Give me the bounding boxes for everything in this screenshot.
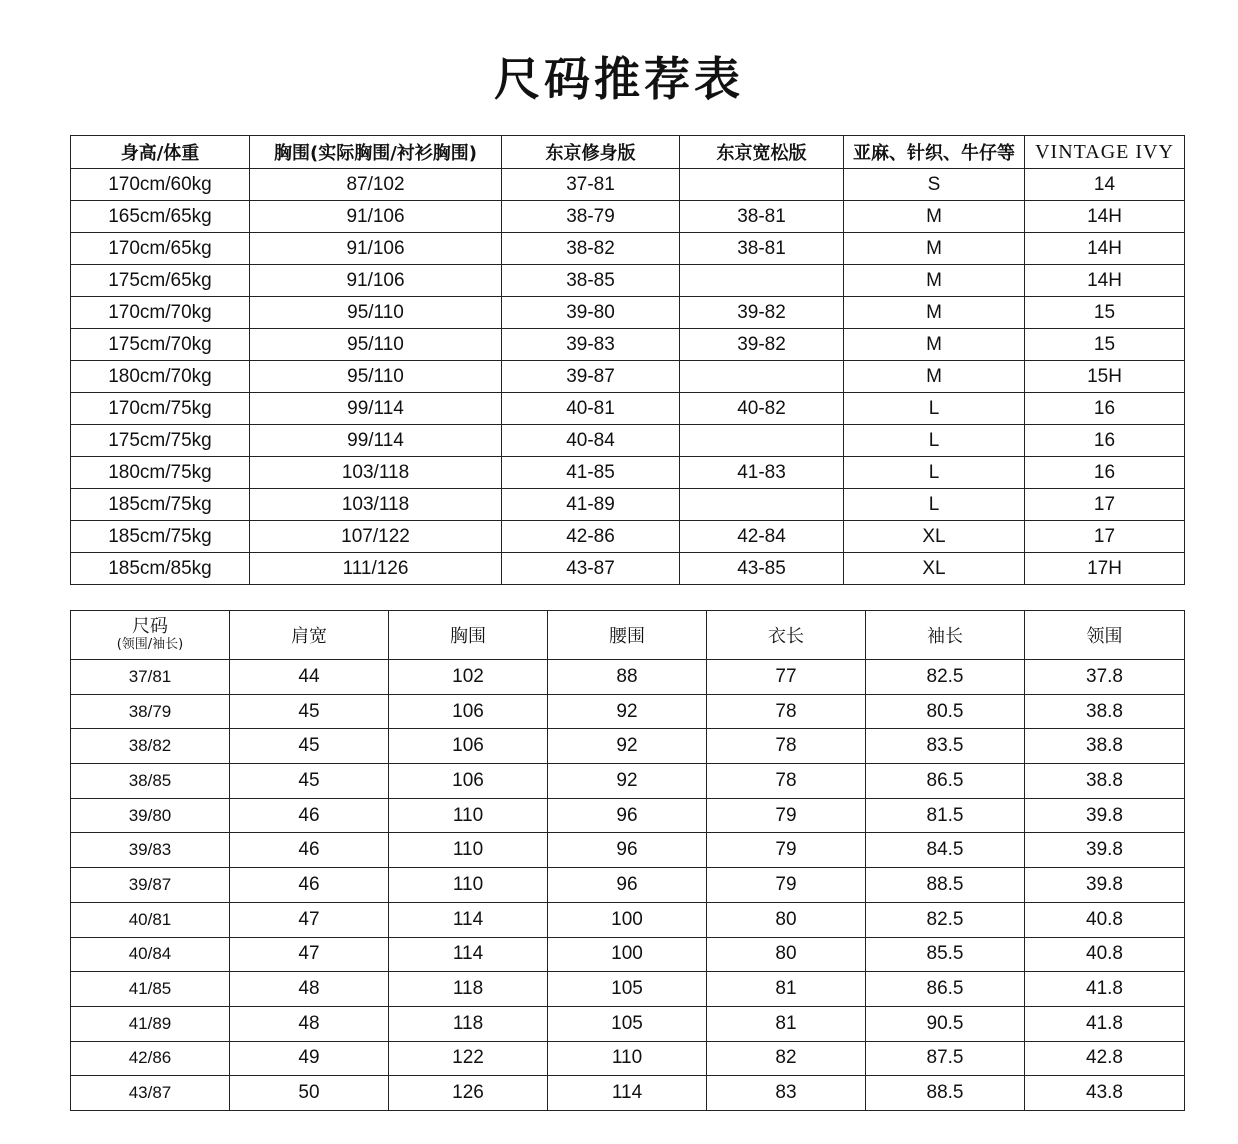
table-cell: 88 (548, 660, 707, 695)
table-cell: 39.8 (1025, 833, 1185, 868)
table-cell: 42-84 (680, 521, 844, 553)
table-row (71, 694, 1185, 729)
header-size-sublabel: (领围/袖长) (116, 637, 184, 652)
table-cell: L (844, 457, 1025, 489)
table-cell: 85.5 (866, 937, 1025, 972)
table-cell: 81 (707, 972, 866, 1007)
table-cell: 16 (1025, 425, 1185, 457)
table-cell: 80 (707, 937, 866, 972)
table-cell: 110 (389, 868, 548, 903)
table-cell: 110 (389, 833, 548, 868)
table-row (71, 201, 1185, 233)
table-cell: 165cm/65kg (71, 201, 250, 233)
table-cell: 114 (389, 937, 548, 972)
table-cell: 118 (389, 972, 548, 1007)
table-cell: 44 (230, 660, 389, 695)
table-cell: 170cm/65kg (71, 233, 250, 265)
table-cell: 40-84 (502, 425, 680, 457)
table-cell: 95/110 (250, 329, 502, 361)
table-cell: 39.8 (1025, 798, 1185, 833)
table-cell: 79 (707, 798, 866, 833)
table-row (71, 265, 1185, 297)
table-cell: 40.8 (1025, 902, 1185, 937)
table-row (71, 393, 1185, 425)
table-cell: 81 (707, 1006, 866, 1041)
table-cell: M (844, 265, 1025, 297)
table-cell: 96 (548, 833, 707, 868)
table-cell: 14H (1025, 233, 1185, 265)
table-row (71, 833, 1185, 868)
table-cell: 92 (548, 764, 707, 799)
table-cell: 91/106 (250, 201, 502, 233)
table-cell: 15 (1025, 329, 1185, 361)
table-cell: 41/85 (71, 972, 230, 1007)
table-row (71, 937, 1185, 972)
table-row (71, 868, 1185, 903)
table-cell: 41-83 (680, 457, 844, 489)
table-row (71, 798, 1185, 833)
table-cell: 175cm/65kg (71, 265, 250, 297)
header-collar: 领围 (1025, 611, 1185, 660)
table-cell: 88.5 (866, 1076, 1025, 1111)
size-measurement-table (70, 610, 1185, 1111)
table-row (71, 233, 1185, 265)
table-cell: 105 (548, 972, 707, 1007)
table-cell: 14H (1025, 201, 1185, 233)
table-cell: 39/87 (71, 868, 230, 903)
table-cell: 42/86 (71, 1041, 230, 1076)
table-cell: 78 (707, 694, 866, 729)
table-cell: M (844, 233, 1025, 265)
table-cell: 43-87 (502, 553, 680, 585)
table-cell: 106 (389, 694, 548, 729)
table-cell: 78 (707, 729, 866, 764)
table-cell: 17H (1025, 553, 1185, 585)
header-height-weight: 身高/体重 (71, 136, 250, 169)
table-row (71, 521, 1185, 553)
table-cell: 40.8 (1025, 937, 1185, 972)
table-cell: 102 (389, 660, 548, 695)
table-cell (680, 169, 844, 201)
table-cell: 99/114 (250, 393, 502, 425)
table-row (71, 1076, 1185, 1111)
table-cell: 14 (1025, 169, 1185, 201)
table-cell: 80.5 (866, 694, 1025, 729)
table-cell: 38-81 (680, 233, 844, 265)
table-cell: 39/83 (71, 833, 230, 868)
table-cell: 15 (1025, 297, 1185, 329)
table-cell: 46 (230, 798, 389, 833)
table-header-row (71, 136, 1185, 169)
table-row (71, 329, 1185, 361)
table-cell: 38.8 (1025, 694, 1185, 729)
table-cell: 39-82 (680, 329, 844, 361)
table-cell (680, 361, 844, 393)
table-cell: 170cm/60kg (71, 169, 250, 201)
table-cell: 95/110 (250, 297, 502, 329)
table-cell: 49 (230, 1041, 389, 1076)
table-cell: 41-89 (502, 489, 680, 521)
table-cell: 83 (707, 1076, 866, 1111)
table-row (71, 902, 1185, 937)
header-length: 衣长 (707, 611, 866, 660)
table-cell: XL (844, 521, 1025, 553)
table-cell: 107/122 (250, 521, 502, 553)
table-cell: 122 (389, 1041, 548, 1076)
table-cell: 95/110 (250, 361, 502, 393)
header-shoulder: 肩宽 (230, 611, 389, 660)
page-title: 尺码推荐表 (494, 52, 744, 106)
table-cell: 38/79 (71, 694, 230, 729)
table-cell: 40-81 (502, 393, 680, 425)
table-cell: 40/81 (71, 902, 230, 937)
table-cell: 103/118 (250, 457, 502, 489)
table-cell: 39-83 (502, 329, 680, 361)
table-cell: 96 (548, 868, 707, 903)
table-row (71, 489, 1185, 521)
table-cell: 16 (1025, 393, 1185, 425)
table-cell: 114 (389, 902, 548, 937)
table-cell: 41/89 (71, 1006, 230, 1041)
table-cell: XL (844, 553, 1025, 585)
table-cell: 40/84 (71, 937, 230, 972)
header-tokyo-loose: 东京宽松版 (680, 136, 844, 169)
table-cell: 15H (1025, 361, 1185, 393)
table-cell: 86.5 (866, 764, 1025, 799)
table-cell: 87/102 (250, 169, 502, 201)
table-cell: 50 (230, 1076, 389, 1111)
table-cell: 45 (230, 729, 389, 764)
table-cell: 106 (389, 729, 548, 764)
header-chest: 胸围 (389, 611, 548, 660)
table-cell: 175cm/75kg (71, 425, 250, 457)
table-cell: L (844, 489, 1025, 521)
table-cell: 180cm/75kg (71, 457, 250, 489)
table-cell: 80 (707, 902, 866, 937)
table-cell: 41.8 (1025, 1006, 1185, 1041)
table-cell: 79 (707, 868, 866, 903)
table-cell: 105 (548, 1006, 707, 1041)
table-cell: 180cm/70kg (71, 361, 250, 393)
table-cell: 185cm/85kg (71, 553, 250, 585)
table-cell: 170cm/75kg (71, 393, 250, 425)
table-cell: 100 (548, 902, 707, 937)
table-cell: 87.5 (866, 1041, 1025, 1076)
table-cell: 37.8 (1025, 660, 1185, 695)
table-cell: 118 (389, 1006, 548, 1041)
table-cell (680, 265, 844, 297)
table-row (71, 553, 1185, 585)
table-cell: 185cm/75kg (71, 521, 250, 553)
table-cell: 111/126 (250, 553, 502, 585)
table-cell: 81.5 (866, 798, 1025, 833)
table-cell: 92 (548, 694, 707, 729)
table-cell: 38.8 (1025, 764, 1185, 799)
table-cell: 99/114 (250, 425, 502, 457)
table-row (71, 660, 1185, 695)
table-cell: 110 (389, 798, 548, 833)
table-cell: 46 (230, 868, 389, 903)
table-cell: 17 (1025, 489, 1185, 521)
table-cell: 38-81 (680, 201, 844, 233)
table-cell: 45 (230, 764, 389, 799)
table-cell: 39-82 (680, 297, 844, 329)
table-cell: 37-81 (502, 169, 680, 201)
table-cell: 79 (707, 833, 866, 868)
table-cell: 38-82 (502, 233, 680, 265)
table-cell: M (844, 297, 1025, 329)
table-cell: 40-82 (680, 393, 844, 425)
table-cell: 185cm/75kg (71, 489, 250, 521)
table-cell: 110 (548, 1041, 707, 1076)
table-cell (680, 425, 844, 457)
table-cell: 46 (230, 833, 389, 868)
table-row (71, 425, 1185, 457)
table-cell: 47 (230, 902, 389, 937)
header-waist: 腰围 (548, 611, 707, 660)
table-cell: 91/106 (250, 233, 502, 265)
table-cell: 39-87 (502, 361, 680, 393)
table-cell: 38-85 (502, 265, 680, 297)
table-cell: 37/81 (71, 660, 230, 695)
table-cell: 114 (548, 1076, 707, 1111)
table-cell (680, 489, 844, 521)
table-cell: 90.5 (866, 1006, 1025, 1041)
header-tokyo-slim: 东京修身版 (502, 136, 680, 169)
table-cell: 14H (1025, 265, 1185, 297)
header-vintage-ivy: VINTAGE IVY (1025, 136, 1185, 169)
table-cell: L (844, 425, 1025, 457)
table-cell: 41-85 (502, 457, 680, 489)
table-cell: M (844, 201, 1025, 233)
table-cell: L (844, 393, 1025, 425)
size-recommendation-table (70, 135, 1185, 585)
header-size (71, 611, 230, 660)
table-row (71, 764, 1185, 799)
table-cell: 42-86 (502, 521, 680, 553)
table-cell: 48 (230, 1006, 389, 1041)
table-row (71, 297, 1185, 329)
table-cell: S (844, 169, 1025, 201)
table-row (71, 169, 1185, 201)
table-header-row (71, 611, 1185, 660)
table-cell: M (844, 361, 1025, 393)
table-cell: 42.8 (1025, 1041, 1185, 1076)
table-row (71, 361, 1185, 393)
header-sleeve: 袖长 (866, 611, 1025, 660)
table-cell: 170cm/70kg (71, 297, 250, 329)
table-cell: 92 (548, 729, 707, 764)
table-cell: 91/106 (250, 265, 502, 297)
table-row (71, 457, 1185, 489)
table-cell: 100 (548, 937, 707, 972)
header-chest: 胸围(实际胸围/衬衫胸围) (250, 136, 502, 169)
table-row (71, 1006, 1185, 1041)
table-cell: 48 (230, 972, 389, 1007)
header-linen-knit-denim: 亚麻、针织、牛仔等 (844, 136, 1025, 169)
table-cell: 43.8 (1025, 1076, 1185, 1111)
table-cell: 175cm/70kg (71, 329, 250, 361)
table-cell: 38/82 (71, 729, 230, 764)
table-cell: 84.5 (866, 833, 1025, 868)
table-cell: 96 (548, 798, 707, 833)
table-cell: 82.5 (866, 902, 1025, 937)
table-row (71, 729, 1185, 764)
table-cell: 86.5 (866, 972, 1025, 1007)
table-cell: 47 (230, 937, 389, 972)
header-size-label: 尺码 (132, 616, 168, 637)
table-cell: 17 (1025, 521, 1185, 553)
table-cell: 77 (707, 660, 866, 695)
table-cell: 126 (389, 1076, 548, 1111)
table-cell: 103/118 (250, 489, 502, 521)
table-row (71, 972, 1185, 1007)
table-cell: 82.5 (866, 660, 1025, 695)
table-cell: 78 (707, 764, 866, 799)
table-cell: 39.8 (1025, 868, 1185, 903)
table-cell: 106 (389, 764, 548, 799)
table-cell: 45 (230, 694, 389, 729)
table-cell: 16 (1025, 457, 1185, 489)
table-cell: 39-80 (502, 297, 680, 329)
table-row (71, 1041, 1185, 1076)
table-cell: 82 (707, 1041, 866, 1076)
table-cell: 43/87 (71, 1076, 230, 1111)
table-cell: 83.5 (866, 729, 1025, 764)
table-cell: 38.8 (1025, 729, 1185, 764)
table-cell: 39/80 (71, 798, 230, 833)
table-cell: M (844, 329, 1025, 361)
table-cell: 41.8 (1025, 972, 1185, 1007)
table-cell: 43-85 (680, 553, 844, 585)
table-cell: 38-79 (502, 201, 680, 233)
table-cell: 38/85 (71, 764, 230, 799)
table-cell: 88.5 (866, 868, 1025, 903)
